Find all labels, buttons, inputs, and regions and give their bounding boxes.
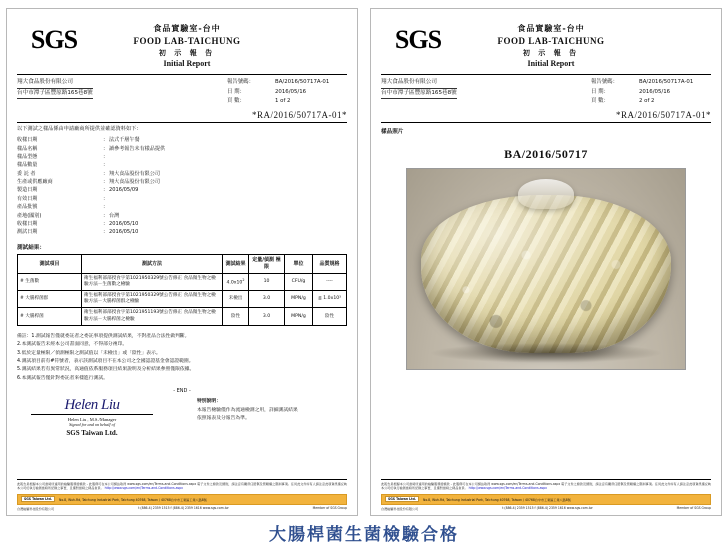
report-page-2 — [370, 8, 722, 516]
footer-address-bar — [17, 494, 347, 505]
intro-note: 以下測試之樣品係由申請廠商所提供並確認資料如下： — [17, 125, 142, 132]
sgs-logo: SGS — [30, 25, 78, 54]
meta-value: BA/2016/50717A-01 — [275, 79, 330, 86]
meta-item — [227, 97, 347, 106]
report-type-en: Initial Report — [527, 58, 575, 68]
client-address: 台中市潭子區豐原路165巷8號 — [381, 89, 457, 100]
table-row — [18, 273, 347, 290]
table-row — [18, 308, 347, 325]
footer-legal-link[interactable]: http://www.sgs.com/en/Terms-and-Conditions.aspx — [104, 486, 183, 491]
barcode-text: *RA/2016/50717A-01* — [616, 109, 711, 120]
result-unit: MPN/g — [285, 291, 313, 308]
result-value: 未檢出 — [223, 291, 249, 308]
signature-script: Helen Liu — [64, 397, 120, 414]
remark-line: 2.本測試報告未經本公司書面同意，不得部分複印。 — [17, 342, 128, 348]
footer-address-bar — [381, 494, 711, 505]
sample-info-key: 收樣日期 — [17, 137, 38, 144]
report-type-en: Initial Report — [163, 58, 211, 68]
client-company: 翔大食品股份有限公司 — [17, 78, 93, 89]
sample-info-key: 樣品名稱 — [17, 145, 38, 152]
meta-value: 2016/05/16 — [639, 88, 671, 95]
sample-info-value: 台灣 — [109, 212, 120, 219]
footer-address: No.8, Wuh-Rd, Taichung Industrial Park, Taichung 40768, Taiwan / 40768台中市工業區工業八路8號 — [59, 497, 207, 502]
result-value: 陰性 — [223, 308, 249, 325]
sample-info-row: 產地(國別) ： 台灣 — [17, 212, 347, 220]
sample-photo — [406, 168, 686, 370]
col-limit: 定量/偵測 極限 — [249, 255, 285, 274]
sample-info-key: 樣品數量 — [17, 162, 38, 169]
remarks-block — [17, 333, 347, 383]
footer-subline — [381, 506, 711, 511]
report-meta-left — [227, 78, 347, 106]
sample-info-row: 收樣日期 ： 法式千層午餐 — [17, 137, 347, 145]
result-spec: ---- — [313, 273, 347, 290]
sample-info-key: 委 託 者 — [17, 170, 36, 177]
signature-block — [17, 398, 167, 437]
sample-info-value — [109, 204, 347, 212]
footer-company-badge: SGS Taiwan Ltd. — [21, 496, 55, 502]
signature-rule — [31, 414, 153, 415]
meta-label: 日 期： — [591, 88, 609, 95]
result-limit: 3.0 — [249, 291, 285, 308]
footer-sub-left: 台灣檢驗科技股份有限公司 — [381, 507, 419, 511]
sample-info-row: 生產或供應廠商 ： 翔大食品股份有限公司 — [17, 179, 347, 187]
col-item: 測試項目 — [18, 255, 82, 274]
results-title: 測試結果： — [17, 245, 45, 252]
meta-divider — [17, 122, 347, 123]
client-block — [17, 78, 93, 99]
sample-info-table — [17, 137, 347, 238]
sample-info-row: 樣品數量 ： — [17, 162, 347, 170]
sample-info-value: 讀參考報告未有樣品提供 — [109, 145, 166, 152]
sample-info-value — [109, 195, 347, 203]
meta-label: 報告號碼： — [591, 79, 618, 86]
lab-name-cn: 食品實驗室-台中 — [153, 24, 221, 33]
report-type-cn: 初 示 報 告 — [158, 48, 216, 57]
results-header-row — [18, 255, 347, 274]
sample-info-value: 翔大食品股份有限公司 — [109, 170, 160, 177]
result-spec: 陰性 — [313, 308, 347, 325]
lab-name-cn: 食品實驗室-台中 — [517, 24, 585, 33]
footer-member: Member of SGS Group — [312, 506, 347, 510]
lab-name-en: FOOD LAB-TAICHUNG — [133, 35, 241, 46]
footer-sub-tel: t (886-4) 2359 1515 f (886-4) 2359 1616 www.sgs.com.tw — [502, 506, 593, 510]
sample-info-key: 測試日期 — [17, 229, 38, 236]
signature-name: Helen Liu , M.S./Manager — [67, 417, 117, 423]
signature-company: SGS Taiwan Ltd. — [66, 429, 118, 438]
results-table — [17, 254, 347, 326]
end-marker: - END - — [173, 388, 191, 395]
col-spec: 品質規格 — [313, 255, 347, 274]
special-note-line: 本報告檢驗僅作為流通檢測之用，詳細測試結果 — [197, 407, 298, 413]
remark-line: 5.測試結果若有異常狀況，高通值依系服務項目結果說明及分析結果參照僅限依據。 — [17, 367, 195, 373]
report-type-cn: 初 示 報 告 — [522, 48, 580, 57]
footer-legal-link[interactable]: http://www.sgs.com/en/Terms-and-Conditions.aspx — [468, 486, 547, 491]
sample-info-row: 委 託 者 ： 翔大食品股份有限公司 — [17, 170, 347, 178]
meta-value: 1 of 2 — [275, 97, 291, 104]
header-titles — [99, 23, 275, 69]
sample-info-key: 產品批號 — [17, 204, 38, 211]
result-method: 衛生福利部部授食字第1021950329號公告修正 食品微生物之檢驗方法－生菌數之檢驗 — [82, 273, 223, 290]
page-caption: 大腸桿菌生菌檢驗合格 — [269, 525, 459, 545]
sample-info-value: 法式千層午餐 — [109, 137, 140, 144]
special-note-title: 特別說明： — [197, 399, 221, 405]
footer-legal-text — [17, 479, 347, 491]
signature-subtitle: Signed for and on behalf of — [69, 422, 115, 428]
result-spec: ≦ 1.0x10³ — [313, 291, 347, 308]
sample-info-row: 製造日期 ： 2016/05/09 — [17, 187, 347, 195]
remark-line: 備註：1.測試報告僅就委託者之委託事項提供測試結果，不對產品合法性做判斷。 — [17, 333, 190, 339]
footer-legal-text — [381, 479, 711, 491]
col-unit: 單位 — [285, 255, 313, 274]
lab-name-en: FOOD LAB-TAICHUNG — [497, 35, 605, 46]
meta-row — [17, 78, 347, 106]
sample-bag-image — [421, 195, 671, 353]
result-value: $4.0x10^2$ — [223, 273, 249, 290]
client-address: 台中市潭子區豐原路165巷8號 — [17, 89, 93, 100]
meta-label: 頁 數： — [591, 97, 609, 104]
header-titles — [463, 23, 639, 69]
footer-legal-body: 此報告是根據本公司當時所適用的檢驗服務總條款 - 此服務可在本公司網站取得 www.sgs.com/en/Terms-and-Conditions.aspx 電子文件之條款及細則，請注意有關責任賠償及管轄權之限制事項。任何此文件持有人請注意此項資訊僅反映本公司於執行檢測當時所記錄之事實，且僅對當時之樣品負責。 — [381, 481, 711, 491]
result-item: # 大腸桿菌群 — [18, 291, 82, 308]
sample-info-row: 樣品名稱 ： 讀參考報告未有樣品提供 — [17, 145, 347, 153]
sample-info-value — [109, 153, 347, 161]
sample-info-key: 製造日期 — [17, 187, 38, 194]
meta-value: 2 of 2 — [639, 97, 655, 104]
report-meta-right — [591, 78, 711, 106]
barcode-text: *RA/2016/50717A-01* — [252, 109, 347, 120]
result-unit: CFU/g — [285, 273, 313, 290]
table-row — [18, 291, 347, 308]
sample-info-key: 有效日期 — [17, 195, 38, 202]
footer-sub-tel: t (886-4) 2359 1515 f (886-4) 2359 1616 www.sgs.com.tw — [138, 506, 229, 510]
document-header — [17, 15, 347, 69]
meta-row — [381, 78, 711, 106]
sample-info-row: 有效日期 ： — [17, 195, 347, 203]
meta-divider — [381, 122, 711, 123]
result-unit: MPN/g — [285, 308, 313, 325]
photo-shadow — [429, 343, 663, 363]
result-method: 衛生福利部部授食字第1021951193號公告修正 食品微生物之檢驗方法－大腸桿菌之檢驗 — [82, 308, 223, 325]
footer-company-badge: SGS Taiwan Ltd. — [385, 496, 419, 502]
sample-info-row: 樣品型態 ： — [17, 153, 347, 161]
col-result: 測試結果 — [223, 255, 249, 274]
special-note-line: 依照報表及分報告為準。 — [197, 416, 250, 422]
sample-info-row: 測試日期 ： 2016/05/10 — [17, 229, 347, 237]
result-item: # 生菌數 — [18, 273, 82, 290]
result-limit: 10 — [249, 273, 285, 290]
meta-label: 日 期： — [227, 88, 245, 95]
sample-info-key: 生產或供應廠商 — [17, 179, 53, 186]
report-page-1 — [6, 8, 358, 516]
photo-title: BA/2016/50717 — [504, 146, 588, 161]
footer-subline — [17, 506, 347, 511]
special-note-block — [197, 398, 347, 424]
bag-knot — [518, 179, 574, 209]
meta-item — [227, 78, 347, 87]
header-divider — [17, 74, 347, 75]
meta-item — [227, 88, 347, 97]
sample-info-key: 樣品型態 — [17, 153, 38, 160]
document-header — [381, 15, 711, 69]
page-footer — [381, 479, 711, 511]
client-block — [381, 78, 457, 99]
sample-photo-label: 樣品照片 — [381, 128, 404, 135]
result-method: 衛生福利部部授食字第1021950329號公告修正 食品微生物之檢驗方法－大腸桿菌群之檢驗 — [82, 291, 223, 308]
meta-label: 報告號碼： — [227, 79, 254, 86]
signature-area — [17, 398, 347, 437]
header-divider — [381, 74, 711, 75]
footer-sub-left: 台灣檢驗科技股份有限公司 — [17, 507, 55, 511]
result-limit: 3.0 — [249, 308, 285, 325]
meta-label: 頁 數： — [227, 97, 245, 104]
sample-info-value: 2016/05/09 — [109, 187, 139, 194]
sample-info-key: 產地(國別) — [17, 212, 42, 219]
sample-info-value: 2016/05/10 — [109, 229, 139, 236]
meta-value: BA/2016/50717A-01 — [639, 79, 694, 86]
meta-value: 2016/05/16 — [275, 88, 307, 95]
sample-info-row: 產品批號 ： — [17, 204, 347, 212]
meta-item — [591, 78, 711, 87]
col-method: 測試方法 — [82, 255, 223, 274]
footer-legal-body: 此報告是根據本公司當時所適用的檢驗服務總條款 - 此服務可在本公司網站取得 www.sgs.com/en/Terms-and-Conditions.aspx 電子文件之條款及細則，請注意有關責任賠償及管轄權之限制事項。任何此文件持有人請注意此項資訊僅反映本公司於執行檢測當時所記錄之事實，且僅對當時之樣品負責。 — [17, 481, 347, 491]
sample-info-row: 收樣日期 ： 2016/05/10 — [17, 220, 347, 228]
remark-line: 3.低於定量極限／偵測極限之測試值以「未檢出」或「陰性」表示。 — [17, 350, 161, 356]
footer-address: No.8, Wuh-Rd, Taichung Industrial Park, Taichung 40768, Taiwan / 40768台中市工業區工業八路8號 — [423, 497, 571, 502]
sample-info-value: 2016/05/10 — [109, 220, 139, 227]
page-footer — [17, 479, 347, 511]
sample-info-value — [109, 162, 347, 170]
meta-item — [591, 97, 711, 106]
remark-line: 6.本測試報告僅針對委託者來樣進行測試。 — [17, 375, 108, 381]
result-item: # 大腸桿菌 — [18, 308, 82, 325]
sample-info-value: 翔大食品股份有限公司 — [109, 179, 160, 186]
sample-info-key: 收樣日期 — [17, 220, 38, 227]
footer-member: Member of SGS Group — [676, 506, 711, 510]
meta-item — [591, 88, 711, 97]
remark-line: 4.測試項目前有#符號者，表示該測試項目不在本公司之全國認證基金會認證範圍。 — [17, 359, 194, 365]
client-company: 翔大食品股份有限公司 — [381, 78, 457, 89]
sgs-logo: SGS — [394, 25, 442, 54]
